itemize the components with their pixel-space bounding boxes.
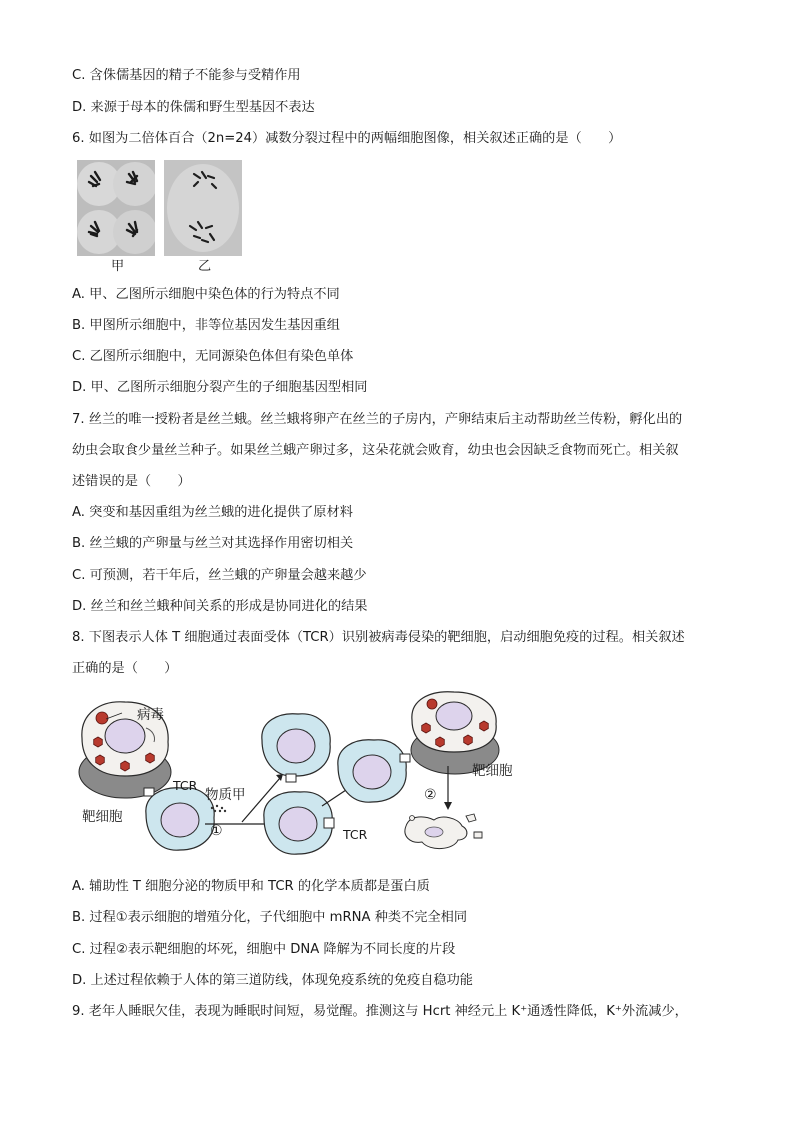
question-8-stem-1: 8. 下图表示人体 T 细胞通过表面受体（TCR）识别被病毒侵染的靶细胞，启动细胞免疫的过程。相关叙述 [72,630,685,645]
t-cell-a [146,788,214,850]
option-b-q6: B. 甲图所示细胞中，非等位基因发生基因重组 [72,318,340,333]
t-cell-b [262,714,330,776]
option-d-q7: D. 丝兰和丝兰蛾种间关系的形成是协同进化的结果 [72,599,368,614]
micrograph-jia [77,160,155,256]
option-a-q6: A. 甲、乙图所示细胞中染色体的行为特点不同 [72,287,340,302]
label-tcr-bottom: TCR [343,827,368,842]
t-cell-c [264,792,332,854]
micrograph-label-jia: 甲 [111,259,125,274]
question-6-stem: 6. 如图为二倍体百合（2n=24）减数分裂过程中的两幅细胞图像，相关叙述正确的是（ ） [72,131,622,146]
label-target-cell-right: 靶细胞 [472,763,513,779]
dead-target-cell [405,814,482,849]
question-8-stem-2: 正确的是（ ） [72,661,178,676]
option-d-q6: D. 甲、乙图所示细胞分裂产生的子细胞基因型相同 [72,380,368,395]
label-step-2: ② [424,787,437,803]
label-substance: 物质甲 [205,787,246,803]
question-7-stem-3: 述错误的是（ ） [72,474,191,489]
label-virus: 病毒 [137,707,164,723]
micrograph-yi [164,160,242,256]
option-a-q7: A. 突变和基因重组为丝兰蛾的进化提供了原材料 [72,505,353,520]
option-b-q8: B. 过程①表示细胞的增殖分化，子代细胞中 mRNA 种类不完全相同 [72,910,468,925]
option-c-q7: C. 可预测，若干年后，丝兰蛾的产卵量会越来越少 [72,568,367,583]
label-tcr-top: TCR [173,778,198,793]
option-c-q8: C. 过程②表示靶细胞的坏死，细胞中 DNA 降解为不同长度的片段 [72,942,456,957]
option-d-q5: D. 来源于母本的侏儒和野生型基因不表达 [72,100,315,115]
question-9-stem: 9. 老年人睡眠欠佳，表现为睡眠时间短，易觉醒。推测这与 Hcrt 神经元上 K⁺通透性降低，K⁺外流减少， [72,1004,688,1019]
t-cell-d [338,740,406,802]
label-step-1: ① [210,823,223,839]
label-target-cell-left: 靶细胞 [82,809,123,825]
option-a-q8: A. 辅助性 T 细胞分泌的物质甲和 TCR 的化学本质都是蛋白质 [72,879,430,894]
question-7-stem-2: 幼虫会取食少量丝兰种子。如果丝兰蛾产卵过多，这朵花就会败育，幼虫也会因缺乏食物而死亡。相关叙 [72,443,679,458]
option-c-q6: C. 乙图所示细胞中，无同源染色体但有染色单体 [72,349,354,364]
option-d-q8: D. 上述过程依赖于人体的第三道防线，体现免疫系统的免疫自稳功能 [72,973,473,988]
option-c-q5: C. 含侏儒基因的精子不能参与受精作用 [72,68,301,83]
micrograph-label-yi: 乙 [198,259,212,274]
question-7-stem-1: 7. 丝兰的唯一授粉者是丝兰蛾。丝兰蛾将卵产在丝兰的子房内，产卵结束后主动帮助丝兰传粉，孵化出的 [72,412,683,427]
option-b-q7: B. 丝兰蛾的产卵量与丝兰对其选择作用密切相关 [72,536,354,551]
